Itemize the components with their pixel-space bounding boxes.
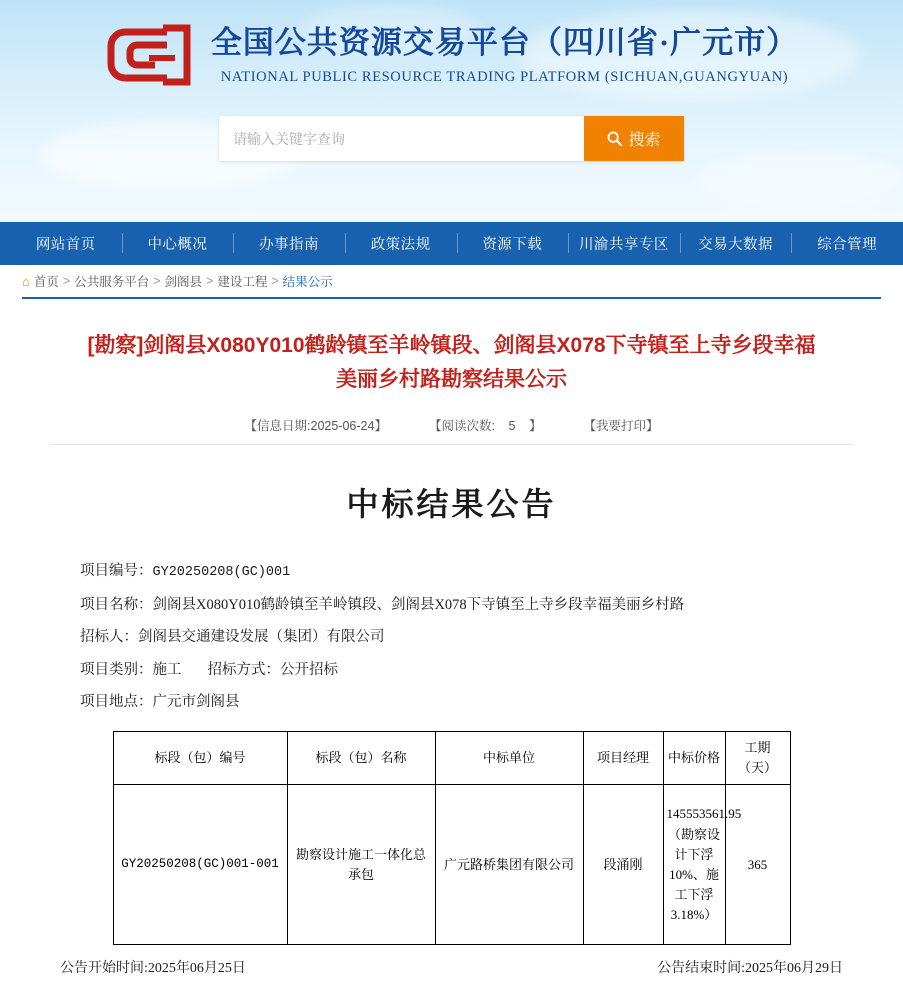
site-logo-title (0, 18, 903, 92)
nav-item-center-overview[interactable] (122, 222, 234, 265)
end-value: 2025年06月29日 (745, 961, 843, 977)
nav-label: 政策法规 (370, 237, 431, 253)
nav-label: 交易大数据 (698, 237, 774, 253)
cell-duration: 365 (725, 785, 790, 945)
breadcrumb-item-jiange[interactable]: 剑阁县 (164, 275, 203, 289)
end-label: 公告结束时间: (657, 961, 745, 977)
nav-item-bigdata[interactable] (680, 222, 792, 265)
cell-winner: 广元路桥集团有限公司 (435, 785, 583, 945)
page-title: 全国公共资源交易平台（四川省·广元市） (210, 24, 799, 60)
table-row (113, 785, 790, 945)
platform-logo-icon (105, 18, 193, 92)
view-count-label: 【阅读次数: (428, 419, 495, 434)
announcement-end (657, 957, 843, 977)
announcement-start (60, 957, 246, 977)
nav-label: 网站首页 (35, 237, 96, 253)
view-count-value: 5 (508, 419, 516, 434)
start-label: 公告开始时间: (60, 961, 148, 977)
field-value-bid-method: 公开招标 (280, 661, 338, 678)
nav-label: 中心概况 (147, 237, 208, 253)
cell-section-name: 勘察设计施工一体化总承包 (287, 785, 435, 945)
start-value: 2025年06月25日 (147, 961, 246, 977)
nav-item-management[interactable] (791, 222, 903, 265)
search-icon (607, 131, 622, 146)
field-label: 项目类别： (80, 661, 153, 678)
search-button[interactable] (584, 116, 684, 161)
field-tenderer (58, 621, 845, 654)
notice-title: [勘察]剑阁县X080Y010鹤龄镇至羊岭镇段、剑阁县X078下寺镇至上寺乡段幸福美丽乡村路勘察结果公示 (87, 334, 816, 391)
field-label: 招标人： (80, 629, 138, 646)
column-header-bid-price: 中标价格 (663, 732, 725, 785)
nav-item-chuanyu-zone[interactable] (568, 222, 680, 265)
view-count-suffix: 】 (528, 419, 542, 434)
article-heading: 中标结果公告 (346, 486, 557, 523)
notice-body (50, 479, 853, 995)
field-project-code (58, 555, 845, 588)
cell-project-manager: 段涌刚 (583, 785, 663, 945)
nav-label: 资源下载 (482, 237, 543, 253)
nav-label: 川渝共享专区 (578, 237, 669, 253)
nav-label: 办事指南 (259, 237, 320, 253)
view-count-block (429, 416, 542, 434)
field-label: 项目编号： (80, 563, 153, 580)
column-header-section-code: 标段（包）编号 (113, 732, 287, 785)
breadcrumb (0, 265, 903, 297)
search-button-label: 搜索 (628, 132, 661, 149)
field-value: 剑阁县X080Y010鹤龄镇至羊岭镇段、剑阁县X078下寺镇至上寺乡段幸福美丽乡村路 (152, 596, 685, 613)
notice-meta (50, 416, 853, 445)
column-header-project-manager: 项目经理 (583, 732, 663, 785)
home-icon: ⌂ (22, 273, 30, 289)
field-value: 剑阁县交通建设发展（集团）有限公司 (138, 629, 385, 646)
nav-item-policy[interactable] (345, 222, 457, 265)
site-banner (0, 0, 903, 222)
table-header-row (113, 732, 790, 785)
breadcrumb-separator: > (206, 274, 214, 288)
field-project-name (58, 589, 845, 622)
nav-item-home[interactable] (10, 222, 122, 265)
breadcrumb-separator: > (153, 274, 161, 288)
print-button[interactable]: 【我要打印】 (583, 419, 659, 434)
nav-item-downloads[interactable] (457, 222, 569, 265)
breadcrumb-item-public-service[interactable]: 公共服务平台 (74, 275, 150, 289)
field-label: 项目名称： (80, 596, 153, 613)
bid-result-table (113, 731, 791, 945)
nav-label: 综合管理 (817, 237, 878, 253)
search-bar[interactable] (219, 116, 684, 161)
field-label: 项目地点： (80, 694, 153, 711)
breadcrumb-item-home[interactable]: 首页 (33, 275, 59, 289)
content-page (0, 297, 903, 1003)
notice-dates (58, 945, 845, 995)
column-header-section-name: 标段（包）名称 (287, 732, 435, 785)
cell-bid-price: 145553561.95（勘察设计下浮10%、施工下浮3.18%） (663, 785, 725, 945)
search-input[interactable] (219, 116, 584, 161)
column-header-duration: 工期（天） (725, 732, 790, 785)
main-navigation (0, 222, 903, 265)
info-date: 【信息日期:2025-06-24】 (244, 419, 387, 434)
field-label-bid-method: 招标方式： (207, 661, 280, 678)
field-project-category (58, 654, 845, 687)
page-subtitle: NATIONAL PUBLIC RESOURCE TRADING PLATFORM (SICHUAN,GUANGYUAN) (220, 69, 789, 86)
cell-section-code: GY20250208(GC)001-001 (113, 785, 287, 945)
breadcrumb-item-construction[interactable]: 建设工程 (217, 275, 268, 289)
breadcrumb-item-current: 结果公示 (282, 275, 333, 289)
breadcrumb-separator: > (271, 274, 279, 288)
field-value: GY20250208(GC)001 (152, 565, 291, 581)
column-header-winner: 中标单位 (435, 732, 583, 785)
field-project-location (58, 686, 845, 719)
field-value: 广元市剑阁县 (152, 694, 240, 711)
breadcrumb-separator: > (62, 274, 71, 288)
notice-card (22, 297, 881, 1003)
nav-item-guide[interactable] (233, 222, 345, 265)
field-value: 施工 (152, 661, 182, 678)
